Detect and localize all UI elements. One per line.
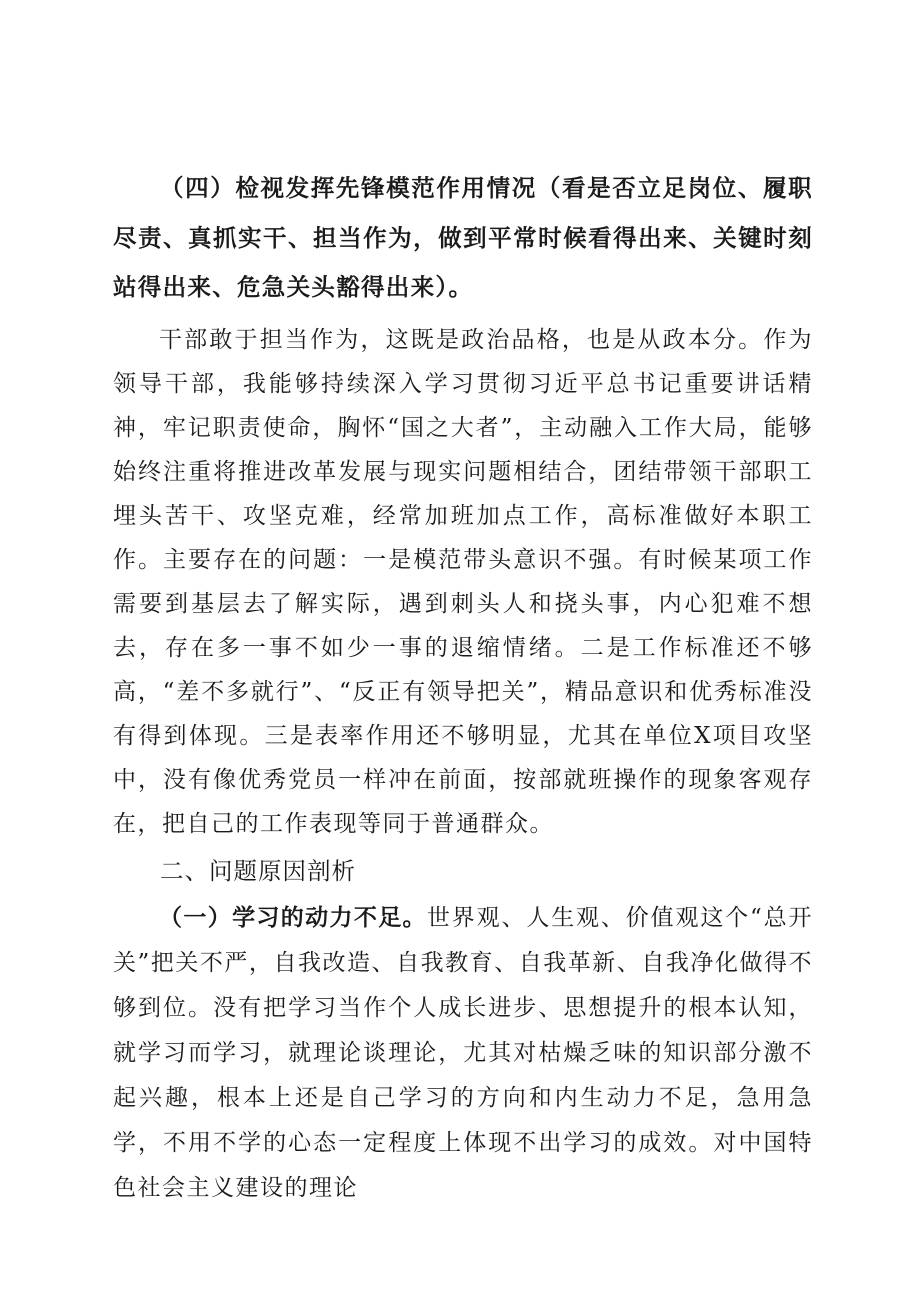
paragraph-self-inspection: 干部敢于担当作为，这既是政治品格，也是从政本分。作为领导干部，我能够持续深入学习贯彻习近平总书记重要讲话精神，牢记职责使命，胸怀“国之大者”，主动融入工作大局，能够始终注重将推进改革发展与现实问题相结合，团结带领干部职工埋头苦干、攻坚克难，经常加班加点工作，高标准做好本职工作。主要存在的问题：一是模范带头意识不强。有时候某项工作需要到基层去了解实际，遇到刺头人和挠头事，内心犯难不想去，存在多一事不如少一事的退缩情绪。二是工作标准还不够高，“差不多就行”、“反正有领导把关”，精品意识和优秀标准没有得到体现。三是表率作用还不够明显，尤其在单位X项目攻坚中，没有像优秀党员一样冲在前面，按部就班操作的现象客观存在，把自己的工作表现等同于普通群众。 <box>113 326 813 837</box>
paragraph-body-text: 世界观、人生观、价值观这个“总开关”把关不严，自我改造、自我教育、自我革新、自我净化做得不够到位。没有把学习当作个人成长进步、思想提升的根本认知，就学习而学习，就理论谈理论，尤其对枯燥乏味的知识部分激不起兴趣，根本上还是自己学习的方向和内生动力不足，急用急学，不用不学的心态一定程度上体现不出学习的成效。对中国特色社会主义建设的理论 <box>113 904 814 1201</box>
heading-section-4: （四）检视发挥先锋模范作用情况（看是否立足岗位、履职尽责、真抓实干、担当作为，做到平常时候看得出来、关键时刻站得出来、危急关头豁得出来）。 <box>113 174 813 301</box>
paragraph-lead-heading: （一）学习的动力不足。 <box>159 904 427 931</box>
section-title-cause-analysis: 二、问题原因剖析 <box>160 856 356 885</box>
paragraph-learning-motivation <box>113 896 813 1211</box>
document-body <box>113 164 813 1211</box>
